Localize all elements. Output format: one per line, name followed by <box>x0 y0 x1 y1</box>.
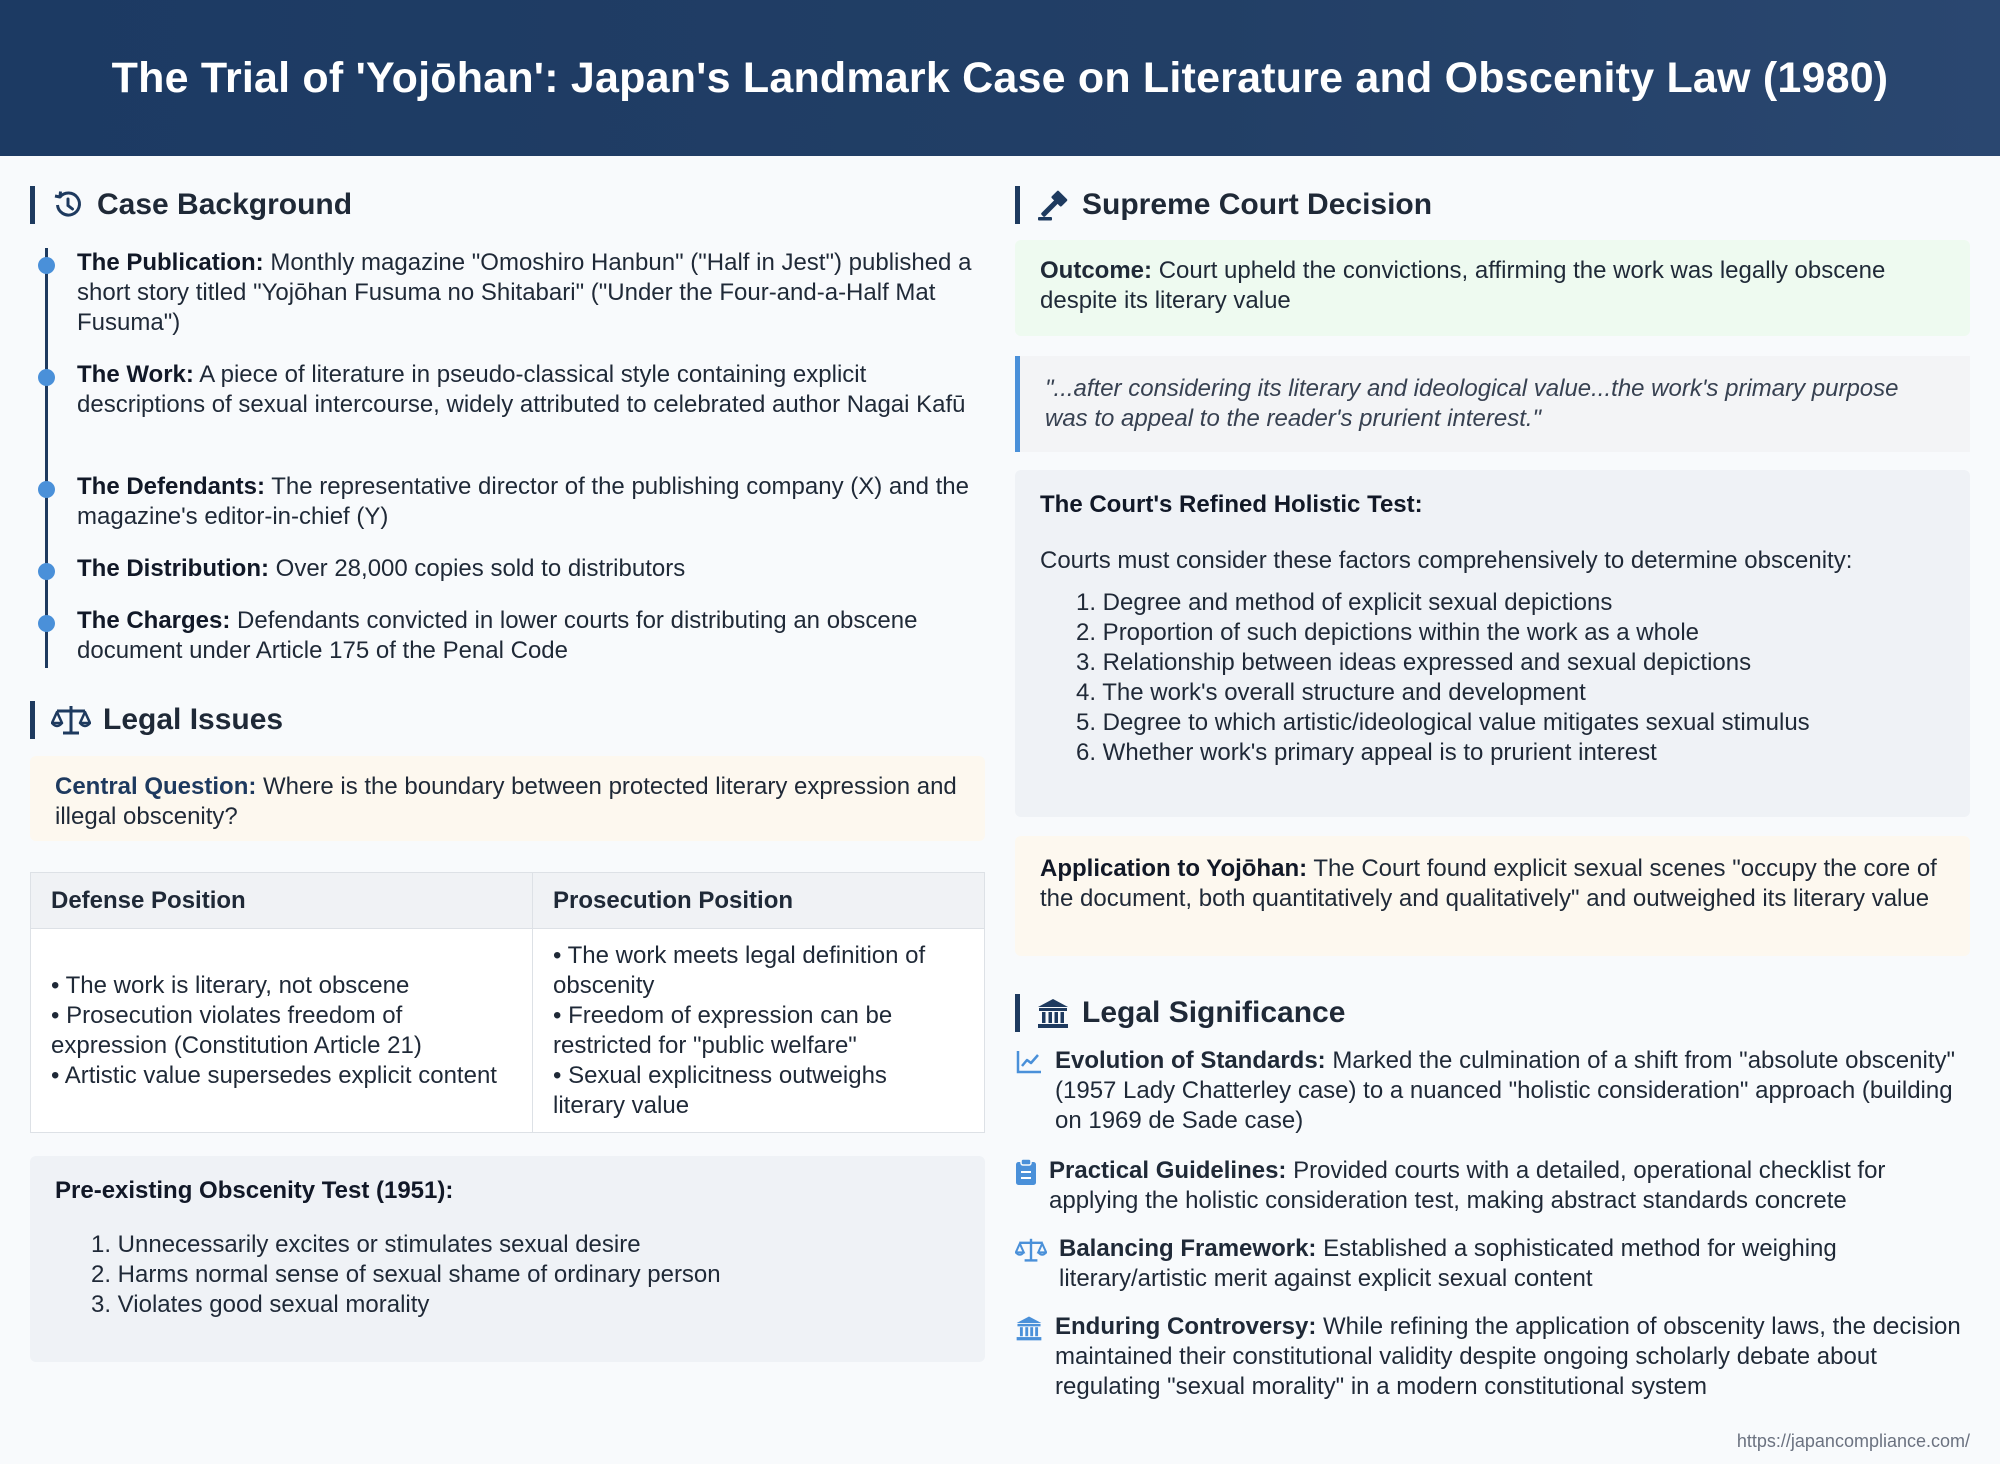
case-background-heading <box>30 186 352 224</box>
significance-text: Balancing Framework: Established a sophisticated method for weighing literary/artistic merit against explicit sexual content <box>1059 1235 1837 1292</box>
prosecution-point: • The work meets legal definition of obscenity <box>553 941 926 999</box>
timeline-dot <box>38 481 55 498</box>
holistic-test-list <box>1040 588 1945 768</box>
clipboard-icon <box>1015 1158 1037 1186</box>
page-title: The Trial of 'Yojōhan': Japan's Landmark Case on Literature and Obscenity Law (1980) <box>111 53 1889 102</box>
history-icon <box>51 188 85 222</box>
timeline-text: The Defendants: The representative director of the publishing company (X) and the magazine's editor-in-chief (Y) <box>77 473 969 530</box>
timeline-text: The Distribution: Over 28,000 copies sold to distributors <box>77 555 686 582</box>
central-question-text: Where is the boundary between protected literary expression and illegal obscenity? <box>55 773 957 830</box>
defense-point: • Prosecution violates freedom of expression (Constitution Article 21) <box>51 1001 422 1059</box>
application-label: Application to Yojōhan: <box>1040 855 1308 882</box>
landmark-icon <box>1036 996 1070 1030</box>
footer-url[interactable]: https://japancompliance.com/ <box>1736 1431 1970 1451</box>
significance-item <box>1015 1156 1970 1216</box>
outcome-box <box>1015 240 1970 336</box>
timeline-text: The Publication: Monthly magazine "Omoshiro Hanbun" ("Half in Jest") published a short story titled "Yojōhan Fusuma no Shitabari" ("Under the Four-and-a-Half Mat Fusuma") <box>77 249 972 336</box>
decision-title: Supreme Court Decision <box>1082 188 1433 221</box>
timeline-text: The Work: A piece of literature in pseudo-classical style containing explicit descriptions of sexual intercourse, widely attributed to celebrated author Nagai Kafū <box>77 361 966 418</box>
prosecution-point: • Freedom of expression can be restricted for "public welfare" <box>553 1001 893 1059</box>
court-quote-text: "...after considering its literary and ideological value...the work's primary purpose was to appeal to the reader's prurient interest." <box>1045 375 1899 432</box>
timeline-dot <box>38 563 55 580</box>
timeline-text: The Charges: Defendants convicted in lower courts for distributing an obscene document under Article 175 of the Penal Code <box>77 607 918 664</box>
pre-existing-test-title: Pre-existing Obscenity Test (1951): <box>55 1177 454 1204</box>
list-item: 3. Violates good sexual morality <box>91 1291 430 1318</box>
gavel-icon <box>1036 188 1070 222</box>
legal-issues-title: Legal Issues <box>103 703 284 736</box>
significance-text: Evolution of Standards: Marked the culmination of a shift from "absolute obscenity" (1957 Lady Chatterley case) to a nuanced "holistic consideration" approach (building on 1969 de Sade case) <box>1055 1047 1956 1134</box>
scales-icon <box>1015 1236 1047 1264</box>
significance-text: Practical Guidelines: Provided courts with a detailed, operational checklist for applying the holistic consideration test, making abstract standards concrete <box>1049 1157 1886 1214</box>
timeline-dot <box>38 369 55 386</box>
right-column <box>1015 156 1970 1456</box>
chart-line-icon <box>1015 1048 1043 1076</box>
holistic-test-intro: Courts must consider these factors comprehensively to determine obscenity: <box>1040 547 1853 574</box>
pre-existing-test-list <box>55 1230 960 1320</box>
defense-point: • The work is literary, not obscene <box>51 971 410 999</box>
significance-item <box>1015 1312 1970 1402</box>
timeline-line <box>45 248 48 668</box>
outcome-text: Court upheld the convictions, affirming the work was legally obscene despite its literary value <box>1040 257 1886 314</box>
significance-item <box>1015 1234 1970 1294</box>
significance-text: Enduring Controversy: While refining the application of obscenity laws, the decision maintained their constitutional validity despite ongoing scholarly debate about regulating "sexual morality" in a modern constitutional system <box>1055 1313 1961 1400</box>
prosecution-point: • Sexual explicitness outweighs literary value <box>553 1061 887 1119</box>
significance-item <box>1015 1046 1970 1136</box>
left-column <box>30 156 985 1456</box>
significance-title: Legal Significance <box>1082 996 1346 1029</box>
list-item: 1. Degree and method of explicit sexual depictions <box>1076 589 1613 616</box>
decision-heading <box>1015 186 1432 224</box>
central-question-label: Central Question: <box>55 773 257 800</box>
significance-heading <box>1015 994 1345 1032</box>
defense-cell <box>31 929 533 1133</box>
landmark-icon <box>1015 1314 1043 1342</box>
list-item: 5. Degree to which artistic/ideological value mitigates sexual stimulus <box>1076 709 1810 736</box>
list-item: 1. Unnecessarily excites or stimulates sexual desire <box>91 1231 641 1258</box>
pre-existing-test-box <box>30 1156 985 1362</box>
positions-table <box>30 872 985 1133</box>
page-header <box>0 0 2000 156</box>
timeline-dot <box>38 615 55 632</box>
central-question-box <box>30 756 985 841</box>
timeline-dot <box>38 257 55 274</box>
application-text: The Court found explicit sexual scenes "occupy the core of the document, both quantitatively and qualitatively" and outweighed its literary value <box>1040 855 1937 912</box>
prosecution-header: Prosecution Position <box>533 873 985 929</box>
defense-point: • Artistic value supersedes explicit content <box>51 1061 497 1089</box>
court-quote <box>1015 356 1970 452</box>
case-background-title: Case Background <box>97 188 353 221</box>
list-item: 3. Relationship between ideas expressed and sexual depictions <box>1076 649 1752 676</box>
defense-header: Defense Position <box>31 873 533 929</box>
outcome-label: Outcome: <box>1040 257 1153 284</box>
scales-icon <box>51 703 91 737</box>
legal-issues-heading <box>30 701 283 739</box>
list-item: 2. Harms normal sense of sexual shame of ordinary person <box>91 1261 721 1288</box>
holistic-test-box <box>1015 470 1970 817</box>
prosecution-cell <box>533 929 985 1133</box>
application-box <box>1015 836 1970 956</box>
holistic-test-title: The Court's Refined Holistic Test: <box>1040 491 1423 518</box>
list-item: 6. Whether work's primary appeal is to prurient interest <box>1076 739 1657 766</box>
list-item: 2. Proportion of such depictions within the work as a whole <box>1076 619 1700 646</box>
list-item: 4. The work's overall structure and development <box>1076 679 1586 706</box>
